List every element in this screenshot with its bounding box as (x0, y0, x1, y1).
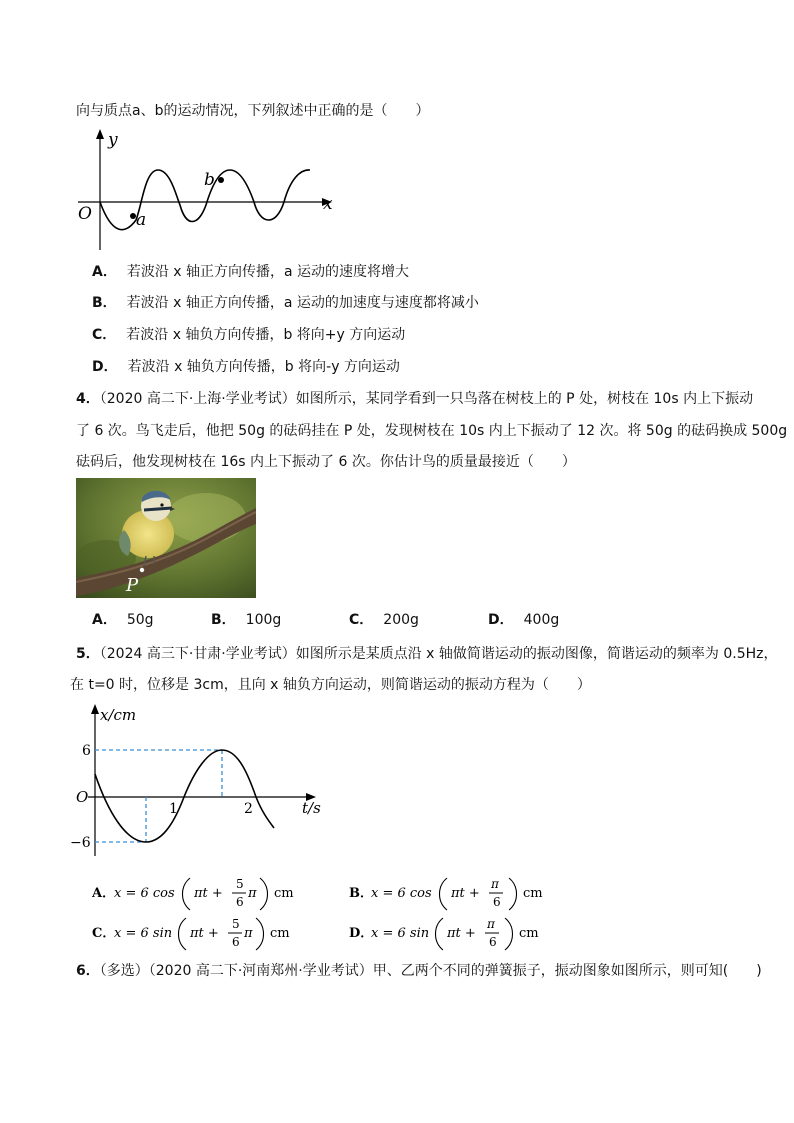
svg-text:πt +: πt + (447, 926, 476, 941)
svg-text:πt +: πt + (194, 886, 223, 901)
q5-option-d[interactable] (349, 914, 569, 952)
q4-option-c[interactable]: C． 200g (349, 612, 419, 628)
svg-text:6: 6 (232, 935, 240, 949)
svg-text:x = 6 sin: x = 6 sin (114, 926, 173, 941)
q6-line-1: 6．（多选）（2020 高二下·河南郑州·学业考试）甲、乙两个不同的弹簧振子，振动图象如图所示，则可知( ) (76, 963, 762, 979)
q5-line-1: 5．（2024 高三下·甘肃·学业考试）如图所示是某质点沿 x 轴做简谐运动的振动图像，简谐运动的频率为 0.5Hz， (76, 646, 778, 662)
q3-option-b[interactable]: B． 若波沿 x 轴正方向传播，a 运动的加速度与速度都将减小 (92, 295, 479, 311)
svg-text:cm: cm (519, 926, 539, 941)
q4-option-a[interactable]: A． 50g (92, 612, 154, 628)
q3-a-label: a (136, 210, 147, 230)
svg-text:B．: B． (349, 886, 373, 901)
q5-option-a[interactable] (92, 874, 312, 912)
q5-origin-label: O (76, 788, 89, 806)
q5-option-b[interactable] (349, 874, 569, 912)
q5-t2-label: 2 (244, 801, 253, 817)
q3-b-label: b (204, 170, 215, 190)
q5-y-pos-label: 6 (82, 743, 91, 759)
svg-text:cm: cm (523, 886, 543, 901)
q3-option-c[interactable]: C． 若波沿 x 轴负方向传播，b 将向+y 方向运动 (92, 327, 406, 343)
svg-text:A．: A． (92, 886, 116, 901)
svg-text:6: 6 (236, 895, 244, 909)
q3-wave-graph (70, 125, 340, 255)
svg-text:x = 6 sin: x = 6 sin (371, 926, 430, 941)
svg-text:π: π (244, 926, 253, 941)
svg-text:D．: D． (349, 926, 374, 941)
q3-x-label: x (323, 194, 333, 214)
photo-p-label: P (126, 575, 139, 596)
q3-y-label: y (108, 130, 118, 150)
svg-text:x = 6 cos: x = 6 cos (371, 886, 432, 901)
svg-text:cm: cm (274, 886, 294, 901)
q5-option-c[interactable] (92, 914, 312, 952)
q3-option-d[interactable]: D． 若波沿 x 轴负方向传播，b 将向-y 方向运动 (92, 359, 400, 375)
svg-text:cm: cm (270, 926, 290, 941)
svg-text:C．: C． (92, 926, 116, 941)
q5-t1-label: 1 (169, 801, 178, 817)
svg-text:π: π (248, 886, 257, 901)
svg-text:πt +: πt + (190, 926, 219, 941)
q5-y-axis-label: x/cm (100, 706, 137, 724)
q5-y-neg-label: −6 (70, 835, 91, 851)
q4-line-1: 4．（2020 高二下·上海·学业考试）如图所示，某同学看到一只鸟落在树枝上的 P 处，树枝在 10s 内上下振动 (76, 391, 754, 407)
bird-on-branch-photo (76, 478, 256, 598)
q4-line-3: 砝码后，他发现树枝在 16s 内上下振动了 6 次。你估计鸟的质量最接近（ ） (76, 454, 576, 470)
svg-text:π: π (487, 917, 495, 931)
svg-text:πt +: πt + (451, 886, 480, 901)
q5-oscillation-graph (66, 700, 326, 860)
svg-text:π: π (491, 877, 499, 891)
svg-text:5: 5 (236, 877, 244, 891)
q4-option-d[interactable]: D． 400g (488, 612, 560, 628)
q5-x-axis-label: t/s (302, 799, 321, 817)
svg-text:6: 6 (489, 935, 497, 949)
svg-text:6: 6 (493, 895, 501, 909)
q3-origin-label: O (78, 204, 92, 224)
q4-line-2: 了 6 次。鸟飞走后，他把 50g 的砝码挂在 P 处，发现树枝在 10s 内上下振动了 12 次。将 50g 的砝码换成 500g (76, 423, 788, 439)
q3-option-a[interactable]: A． 若波沿 x 轴正方向传播，a 运动的速度将增大 (92, 264, 410, 280)
svg-text:x = 6 cos: x = 6 cos (114, 886, 175, 901)
svg-text:5: 5 (232, 917, 240, 931)
q3-stem: 向与质点a、b的运动情况，下列叙述中正确的是（ ） (76, 103, 430, 119)
q4-option-b[interactable]: B． 100g (211, 612, 282, 628)
q5-line-2: 在 t=0 时，位移是 3cm，且向 x 轴负方向运动，则简谐运动的振动方程为（ ） (70, 677, 591, 693)
